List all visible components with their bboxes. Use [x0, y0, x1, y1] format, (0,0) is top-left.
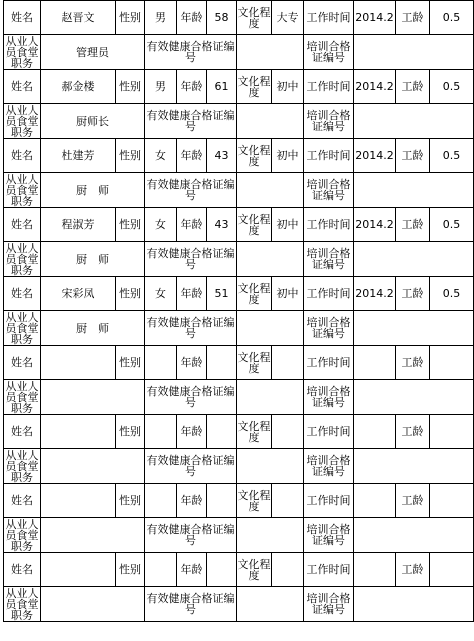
record-duty-row	[4, 311, 474, 346]
health-cert-value	[237, 380, 304, 415]
duty-label: 从业人员食堂职务	[5, 103, 39, 139]
seniority-value: 0.5	[430, 208, 474, 242]
record-duty-row	[4, 173, 474, 208]
education-value: 初中	[272, 277, 304, 311]
age-label: 年龄	[177, 1, 207, 35]
seniority-label: 工龄	[396, 415, 430, 449]
name-label: 姓名	[4, 484, 41, 518]
gender-value: 男	[145, 70, 177, 104]
gender-value	[145, 346, 177, 380]
training-cert-label: 培训合格证编号	[304, 380, 354, 415]
name-value	[41, 484, 116, 518]
education-label: 文化程度	[237, 277, 272, 311]
health-cert-value	[237, 518, 304, 553]
staff-registration-table	[3, 0, 474, 622]
duty-value: 厨 师	[41, 242, 145, 277]
age-value	[207, 484, 237, 518]
health-cert-value	[237, 173, 304, 208]
health-cert-label: 有效健康合格证编号	[145, 35, 237, 70]
health-cert-value	[237, 35, 304, 70]
age-label: 年龄	[177, 484, 207, 518]
seniority-value: 0.5	[430, 1, 474, 35]
work-time-label: 工作时间	[304, 415, 354, 449]
name-value: 赵晋文	[41, 1, 116, 35]
training-cert-label: 培训合格证编号	[304, 104, 354, 139]
work-time-label: 工作时间	[304, 1, 354, 35]
education-label: 文化程度	[237, 553, 272, 587]
training-cert-value	[354, 449, 474, 484]
age-value	[207, 553, 237, 587]
name-label: 姓名	[4, 346, 41, 380]
record-info-row	[4, 484, 474, 518]
seniority-value: 0.5	[430, 70, 474, 104]
record-info-row	[4, 553, 474, 587]
record-info-row	[4, 208, 474, 242]
seniority-value	[430, 553, 474, 587]
seniority-label: 工龄	[396, 553, 430, 587]
duty-value	[41, 449, 145, 484]
gender-value: 男	[145, 1, 177, 35]
health-cert-value	[237, 104, 304, 139]
health-cert-label: 有效健康合格证编号	[145, 242, 237, 277]
seniority-label: 工龄	[396, 139, 430, 173]
gender-label: 性别	[116, 277, 145, 311]
age-value: 43	[207, 208, 237, 242]
education-label: 文化程度	[237, 139, 272, 173]
record-info-row	[4, 1, 474, 35]
age-label: 年龄	[177, 346, 207, 380]
education-value	[272, 346, 304, 380]
gender-value	[145, 484, 177, 518]
gender-label: 性别	[116, 1, 145, 35]
seniority-value	[430, 415, 474, 449]
record-duty-row	[4, 587, 474, 622]
name-label: 姓名	[4, 70, 41, 104]
gender-label: 性别	[116, 415, 145, 449]
health-cert-label: 有效健康合格证编号	[145, 104, 237, 139]
work-time-label: 工作时间	[304, 484, 354, 518]
name-value: 程淑芳	[41, 208, 116, 242]
seniority-value: 0.5	[430, 139, 474, 173]
training-cert-label: 培训合格证编号	[304, 449, 354, 484]
age-label: 年龄	[177, 70, 207, 104]
record-info-row	[4, 139, 474, 173]
work-time-label: 工作时间	[304, 346, 354, 380]
gender-value: 女	[145, 277, 177, 311]
duty-label: 从业人员食堂职务	[5, 448, 39, 484]
age-value	[207, 346, 237, 380]
training-cert-value	[354, 173, 474, 208]
health-cert-label: 有效健康合格证编号	[145, 173, 237, 208]
seniority-label: 工龄	[396, 1, 430, 35]
age-label: 年龄	[177, 208, 207, 242]
work-time-value: 2014.2	[354, 277, 396, 311]
health-cert-value	[237, 587, 304, 622]
record-duty-row	[4, 518, 474, 553]
training-cert-value	[354, 311, 474, 346]
gender-label: 性别	[116, 139, 145, 173]
training-cert-value	[354, 380, 474, 415]
record-info-row	[4, 277, 474, 311]
seniority-label: 工龄	[396, 484, 430, 518]
education-value: 初中	[272, 208, 304, 242]
education-value: 大专	[272, 1, 304, 35]
education-label: 文化程度	[237, 208, 272, 242]
work-time-value	[354, 553, 396, 587]
record-duty-row	[4, 449, 474, 484]
education-label: 文化程度	[237, 1, 272, 35]
seniority-label: 工龄	[396, 208, 430, 242]
training-cert-label: 培训合格证编号	[304, 311, 354, 346]
age-label: 年龄	[177, 415, 207, 449]
work-time-value	[354, 484, 396, 518]
age-value: 61	[207, 70, 237, 104]
gender-value	[145, 415, 177, 449]
gender-label: 性别	[116, 484, 145, 518]
education-label: 文化程度	[237, 415, 272, 449]
record-duty-row	[4, 104, 474, 139]
work-time-value: 2014.2	[354, 208, 396, 242]
seniority-label: 工龄	[396, 346, 430, 380]
training-cert-value	[354, 518, 474, 553]
name-value: 郝金楼	[41, 70, 116, 104]
duty-value: 厨 师	[41, 173, 145, 208]
duty-label: 从业人员食堂职务	[5, 310, 39, 346]
gender-value: 女	[145, 139, 177, 173]
name-label: 姓名	[4, 139, 41, 173]
duty-label: 从业人员食堂职务	[5, 586, 39, 622]
seniority-value	[430, 484, 474, 518]
work-time-label: 工作时间	[304, 208, 354, 242]
name-label: 姓名	[4, 415, 41, 449]
health-cert-value	[237, 311, 304, 346]
training-cert-value	[354, 35, 474, 70]
name-value	[41, 415, 116, 449]
gender-label: 性别	[116, 346, 145, 380]
work-time-value: 2014.2	[354, 1, 396, 35]
seniority-value: 0.5	[430, 277, 474, 311]
name-value: 宋彩凤	[41, 277, 116, 311]
education-label: 文化程度	[237, 346, 272, 380]
age-label: 年龄	[177, 553, 207, 587]
health-cert-value	[237, 242, 304, 277]
gender-label: 性别	[116, 70, 145, 104]
duty-label: 从业人员食堂职务	[5, 241, 39, 277]
gender-label: 性别	[116, 208, 145, 242]
health-cert-label: 有效健康合格证编号	[145, 380, 237, 415]
record-duty-row	[4, 35, 474, 70]
training-cert-label: 培训合格证编号	[304, 173, 354, 208]
duty-value	[41, 380, 145, 415]
name-value	[41, 346, 116, 380]
age-value: 51	[207, 277, 237, 311]
record-info-row	[4, 70, 474, 104]
age-value: 58	[207, 1, 237, 35]
name-label: 姓名	[4, 553, 41, 587]
work-time-label: 工作时间	[304, 553, 354, 587]
training-cert-label: 培训合格证编号	[304, 587, 354, 622]
gender-value	[145, 553, 177, 587]
name-label: 姓名	[4, 277, 41, 311]
training-cert-value	[354, 587, 474, 622]
name-value: 杜建芳	[41, 139, 116, 173]
health-cert-value	[237, 449, 304, 484]
training-cert-label: 培训合格证编号	[304, 518, 354, 553]
health-cert-label: 有效健康合格证编号	[145, 518, 237, 553]
training-cert-label: 培训合格证编号	[304, 242, 354, 277]
gender-label: 性别	[116, 553, 145, 587]
health-cert-label: 有效健康合格证编号	[145, 311, 237, 346]
training-cert-label: 培训合格证编号	[304, 35, 354, 70]
duty-value	[41, 587, 145, 622]
training-cert-value	[354, 104, 474, 139]
record-duty-row	[4, 380, 474, 415]
age-label: 年龄	[177, 277, 207, 311]
work-time-value	[354, 346, 396, 380]
age-value: 43	[207, 139, 237, 173]
age-label: 年龄	[177, 139, 207, 173]
work-time-label: 工作时间	[304, 70, 354, 104]
name-value	[41, 553, 116, 587]
duty-value: 管理员	[41, 35, 145, 70]
work-time-label: 工作时间	[304, 139, 354, 173]
seniority-label: 工龄	[396, 70, 430, 104]
record-info-row	[4, 346, 474, 380]
health-cert-label: 有效健康合格证编号	[145, 587, 237, 622]
record-info-row	[4, 415, 474, 449]
education-value	[272, 553, 304, 587]
record-duty-row	[4, 242, 474, 277]
education-label: 文化程度	[237, 484, 272, 518]
age-value	[207, 415, 237, 449]
work-time-label: 工作时间	[304, 277, 354, 311]
duty-value: 厨师长	[41, 104, 145, 139]
training-cert-value	[354, 242, 474, 277]
duty-label: 从业人员食堂职务	[5, 379, 39, 415]
education-value	[272, 484, 304, 518]
duty-label: 从业人员食堂职务	[5, 172, 39, 208]
education-value: 初中	[272, 70, 304, 104]
education-value: 初中	[272, 139, 304, 173]
duty-label: 从业人员食堂职务	[5, 34, 39, 70]
name-label: 姓名	[4, 1, 41, 35]
work-time-value: 2014.2	[354, 139, 396, 173]
gender-value: 女	[145, 208, 177, 242]
seniority-label: 工龄	[396, 277, 430, 311]
education-value	[272, 415, 304, 449]
name-label: 姓名	[4, 208, 41, 242]
work-time-value: 2014.2	[354, 70, 396, 104]
seniority-value	[430, 346, 474, 380]
duty-value	[41, 518, 145, 553]
duty-value: 厨 师	[41, 311, 145, 346]
work-time-value	[354, 415, 396, 449]
education-label: 文化程度	[237, 70, 272, 104]
health-cert-label: 有效健康合格证编号	[145, 449, 237, 484]
duty-label: 从业人员食堂职务	[5, 517, 39, 553]
